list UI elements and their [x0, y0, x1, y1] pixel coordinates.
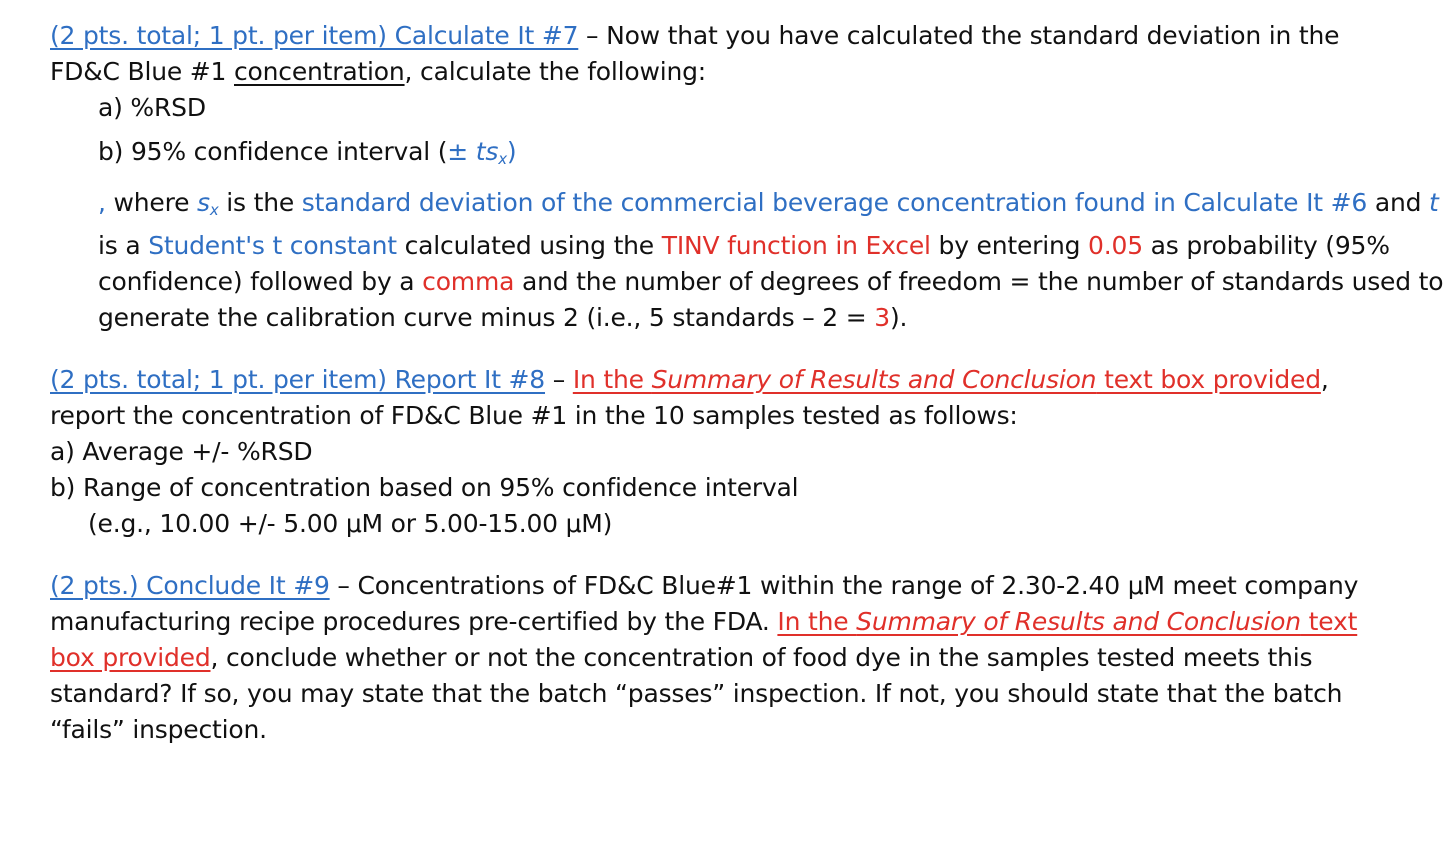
section7-line2-b: , calculate the following:: [404, 57, 707, 86]
section8-label: (2 pts. total; 1 pt. per item) Report It #8: [50, 365, 546, 394]
section8-box-ref: [573, 365, 1321, 394]
formula-ts: ± ts: [447, 137, 499, 166]
students-t-phrase: Student's t constant: [148, 231, 397, 260]
where-line-3: [98, 264, 1444, 300]
where-line-3-a: confidence) followed by a: [98, 267, 423, 296]
section-conclude-it-9: [50, 568, 1400, 748]
where-line-3-b: and the number of degrees of freedom = the number of standards used to: [514, 267, 1444, 296]
section9-line2-text: manufacturing recipe procedures pre-certified by the FDA.: [50, 607, 778, 636]
section-calculate-it-7: [50, 18, 1444, 336]
section9-line2: [50, 604, 1400, 640]
section8-heading-line: [50, 362, 1400, 398]
dof-value: 3: [874, 303, 890, 332]
where-line-4-a: generate the calibration curve minus 2 (i.e., 5 standards – 2 =: [98, 303, 875, 332]
confidence-formula: [447, 137, 507, 166]
is-the-text: is the: [218, 188, 302, 217]
sx-symbol: [197, 188, 219, 217]
section9-line4: standard? If so, you may state that the batch “passes” inspection. If not, you should state that the batch: [50, 679, 1343, 708]
where-line-4: [98, 300, 1400, 336]
where-line-2: [98, 228, 1400, 264]
section7-item-a: a) %RSD: [98, 93, 206, 122]
formula-subscript: x: [498, 150, 507, 168]
by-entering-text: by entering: [930, 231, 1089, 260]
section9-label: (2 pts.) Conclude It #9: [50, 571, 330, 600]
section8-item-b: b) Range of concentration based on 95% confidence interval: [50, 473, 799, 502]
as-probability-text: as probability (95%: [1142, 231, 1390, 260]
section8-example: (e.g., 10.00 +/- 5.00 μM or 5.00-15.00 μM): [88, 509, 613, 538]
section7-where-block: [50, 185, 1444, 336]
sx-letter: s: [197, 188, 210, 217]
box-ref-c: text box provided: [1096, 365, 1321, 394]
comma-word: comma: [422, 267, 515, 296]
where-line-4-end: ).: [889, 303, 908, 332]
and-text: and: [1367, 188, 1430, 217]
section7-intro: – Now that you have calculated the standard deviation in the: [578, 21, 1340, 50]
where-text: where: [113, 188, 198, 217]
section8-dash: –: [545, 365, 573, 394]
box-ref-b: Summary of Results and Conclusion: [856, 607, 1301, 636]
sx-subscript: x: [209, 201, 219, 219]
section9-line5: “fails” inspection.: [50, 715, 267, 744]
where-line-1: [98, 185, 1439, 228]
section7-heading-line: [50, 18, 1400, 54]
probability-value: 0.05: [1088, 231, 1143, 260]
section8-line2: report the concentration of FD&C Blue #1 in the 10 samples tested as follows:: [50, 401, 1018, 430]
section8-item-a: a) Average +/- %RSD: [50, 437, 313, 466]
section9-heading-line: [50, 568, 1400, 604]
box-ref-c: text: [1300, 607, 1358, 636]
is-a-text: is a: [98, 231, 149, 260]
section7-label: (2 pts. total; 1 pt. per item) Calculate It #7: [50, 21, 579, 50]
section7-line2-a: FD&C Blue #1: [50, 57, 234, 86]
section7-item-b-text: b) 95% confidence interval (: [98, 137, 448, 166]
section-report-it-8: [50, 362, 1400, 542]
section9-box-ref: [777, 607, 1357, 636]
t-letter: t: [1429, 188, 1439, 217]
section9-line3: [50, 640, 1400, 676]
document-page: [50, 18, 1444, 748]
calc-using-text: calculated using the: [396, 231, 662, 260]
box-ref-end: ,: [1320, 365, 1329, 394]
box-ref-b: Summary of Results and Conclusion: [651, 365, 1097, 394]
section7-line2: [50, 54, 1400, 90]
where-comma: ,: [98, 188, 114, 217]
concentration-word: concentration: [234, 57, 405, 86]
box-ref-a: In the: [572, 365, 652, 394]
section9-line3-text: , conclude whether or not the concentration of food dye in the samples tested meets this: [210, 643, 1313, 672]
formula-close: ): [506, 137, 517, 166]
section7-item-b: [50, 134, 1400, 177]
section9-intro: – Concentrations of FD&C Blue#1 within the range of 2.30-2.40 μM meet company: [329, 571, 1359, 600]
sd-phrase: standard deviation of the commercial beverage concentration found in Calculate It #6: [301, 188, 1368, 217]
tinv-phrase: TINV function in Excel: [661, 231, 931, 260]
section9-box-provided: box provided: [50, 643, 211, 672]
box-ref-a: In the: [777, 607, 857, 636]
